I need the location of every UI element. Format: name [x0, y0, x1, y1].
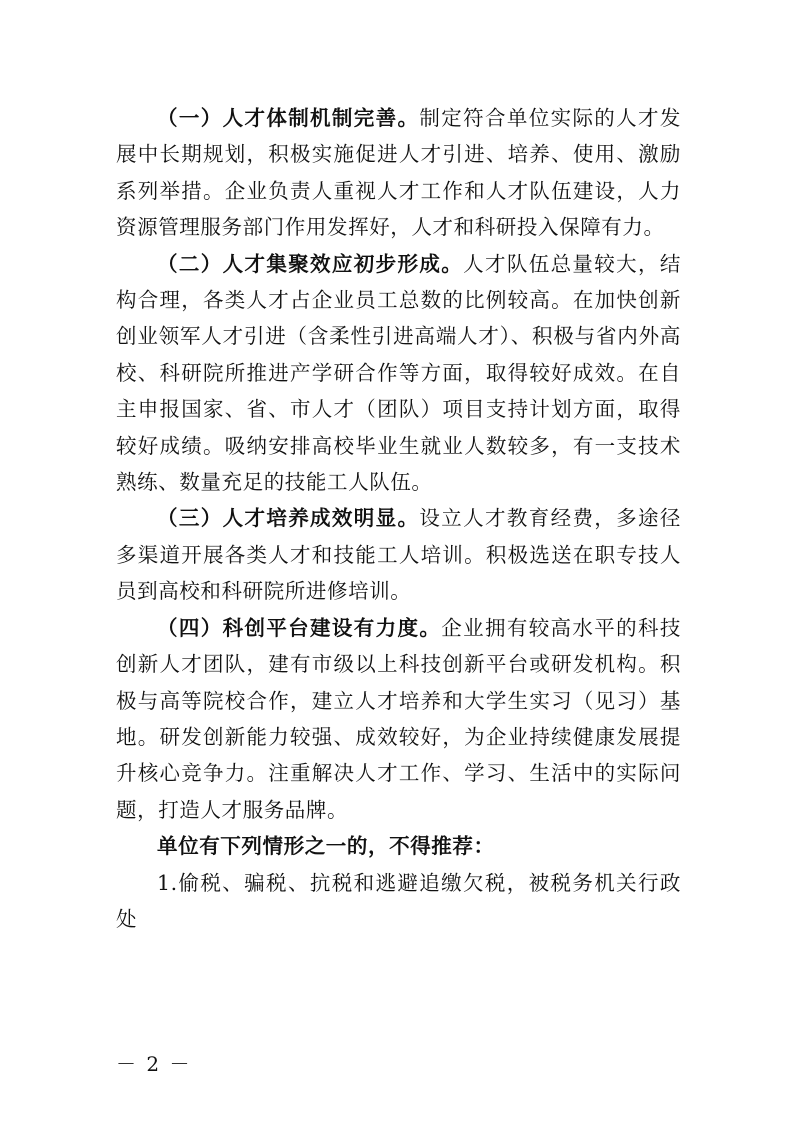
paragraph-4-text: 企业拥有较高水平的科技创新人才团队，建有市级以上科技创新平台或研发机构。积极与高等院校合作，建立人才培养和大学生实习（见习）基地。研发创新能力较强、成效较好，为企业持续健康发展提升核心竞争力。注重解决人才工作、学习、生活中的实际问题，打造人才服务品牌。: [116, 615, 681, 822]
paragraph-1: [116, 100, 681, 246]
paragraph-1-heading: （一）人才体制机制完善。: [157, 106, 420, 130]
paragraph-3-text: 设立人才教育经费，多途径多渠道开展各类人才和技能工人培训。积极选送在职专技人员到高校和科研院所进修培训。: [116, 506, 682, 604]
page-number: － 2 －: [116, 1052, 192, 1076]
exclusion-heading: 单位有下列情形之一的，不得推荐：: [157, 834, 495, 859]
document-body: [116, 100, 681, 937]
paragraph-4: [116, 610, 681, 828]
paragraph-2-text: 人才队伍总量较大，结构合理，各类人才占企业员工总数的比例较高。在加快创新创业领军人才引进（含柔性引进高端人才）、积极与省内外高校、科研院所推进产学研合作等方面，取得较好成效。在自主申报国家、省、市人才（团队）项目支持计划方面，取得较好成绩。吸纳安排高校毕业生就业人数较多，有一支技术熟练、数量充足的技能工人队伍。: [116, 251, 681, 495]
paragraph-1-text: 制定符合单位实际的人才发展中长期规划，积极实施促进人才引进、培养、使用、激励系列举措。企业负责人重视人才工作和人才队伍建设，人力资源管理服务部门作用发挥好，人才和科研投入保障有力。: [116, 106, 682, 240]
paragraph-2-heading: （二）人才集聚效应初步形成。: [157, 251, 464, 276]
paragraph-3-heading: （三）人才培养成效明显。: [157, 506, 420, 531]
paragraph-4-heading: （四）科创平台建设有力度。: [157, 615, 442, 640]
paragraph-3: [116, 500, 681, 609]
exclusion-item-1: 1.偷税、骗税、抗税和逃避追缴欠税，被税务机关行政处: [116, 870, 681, 931]
paragraph-2: [116, 246, 681, 501]
